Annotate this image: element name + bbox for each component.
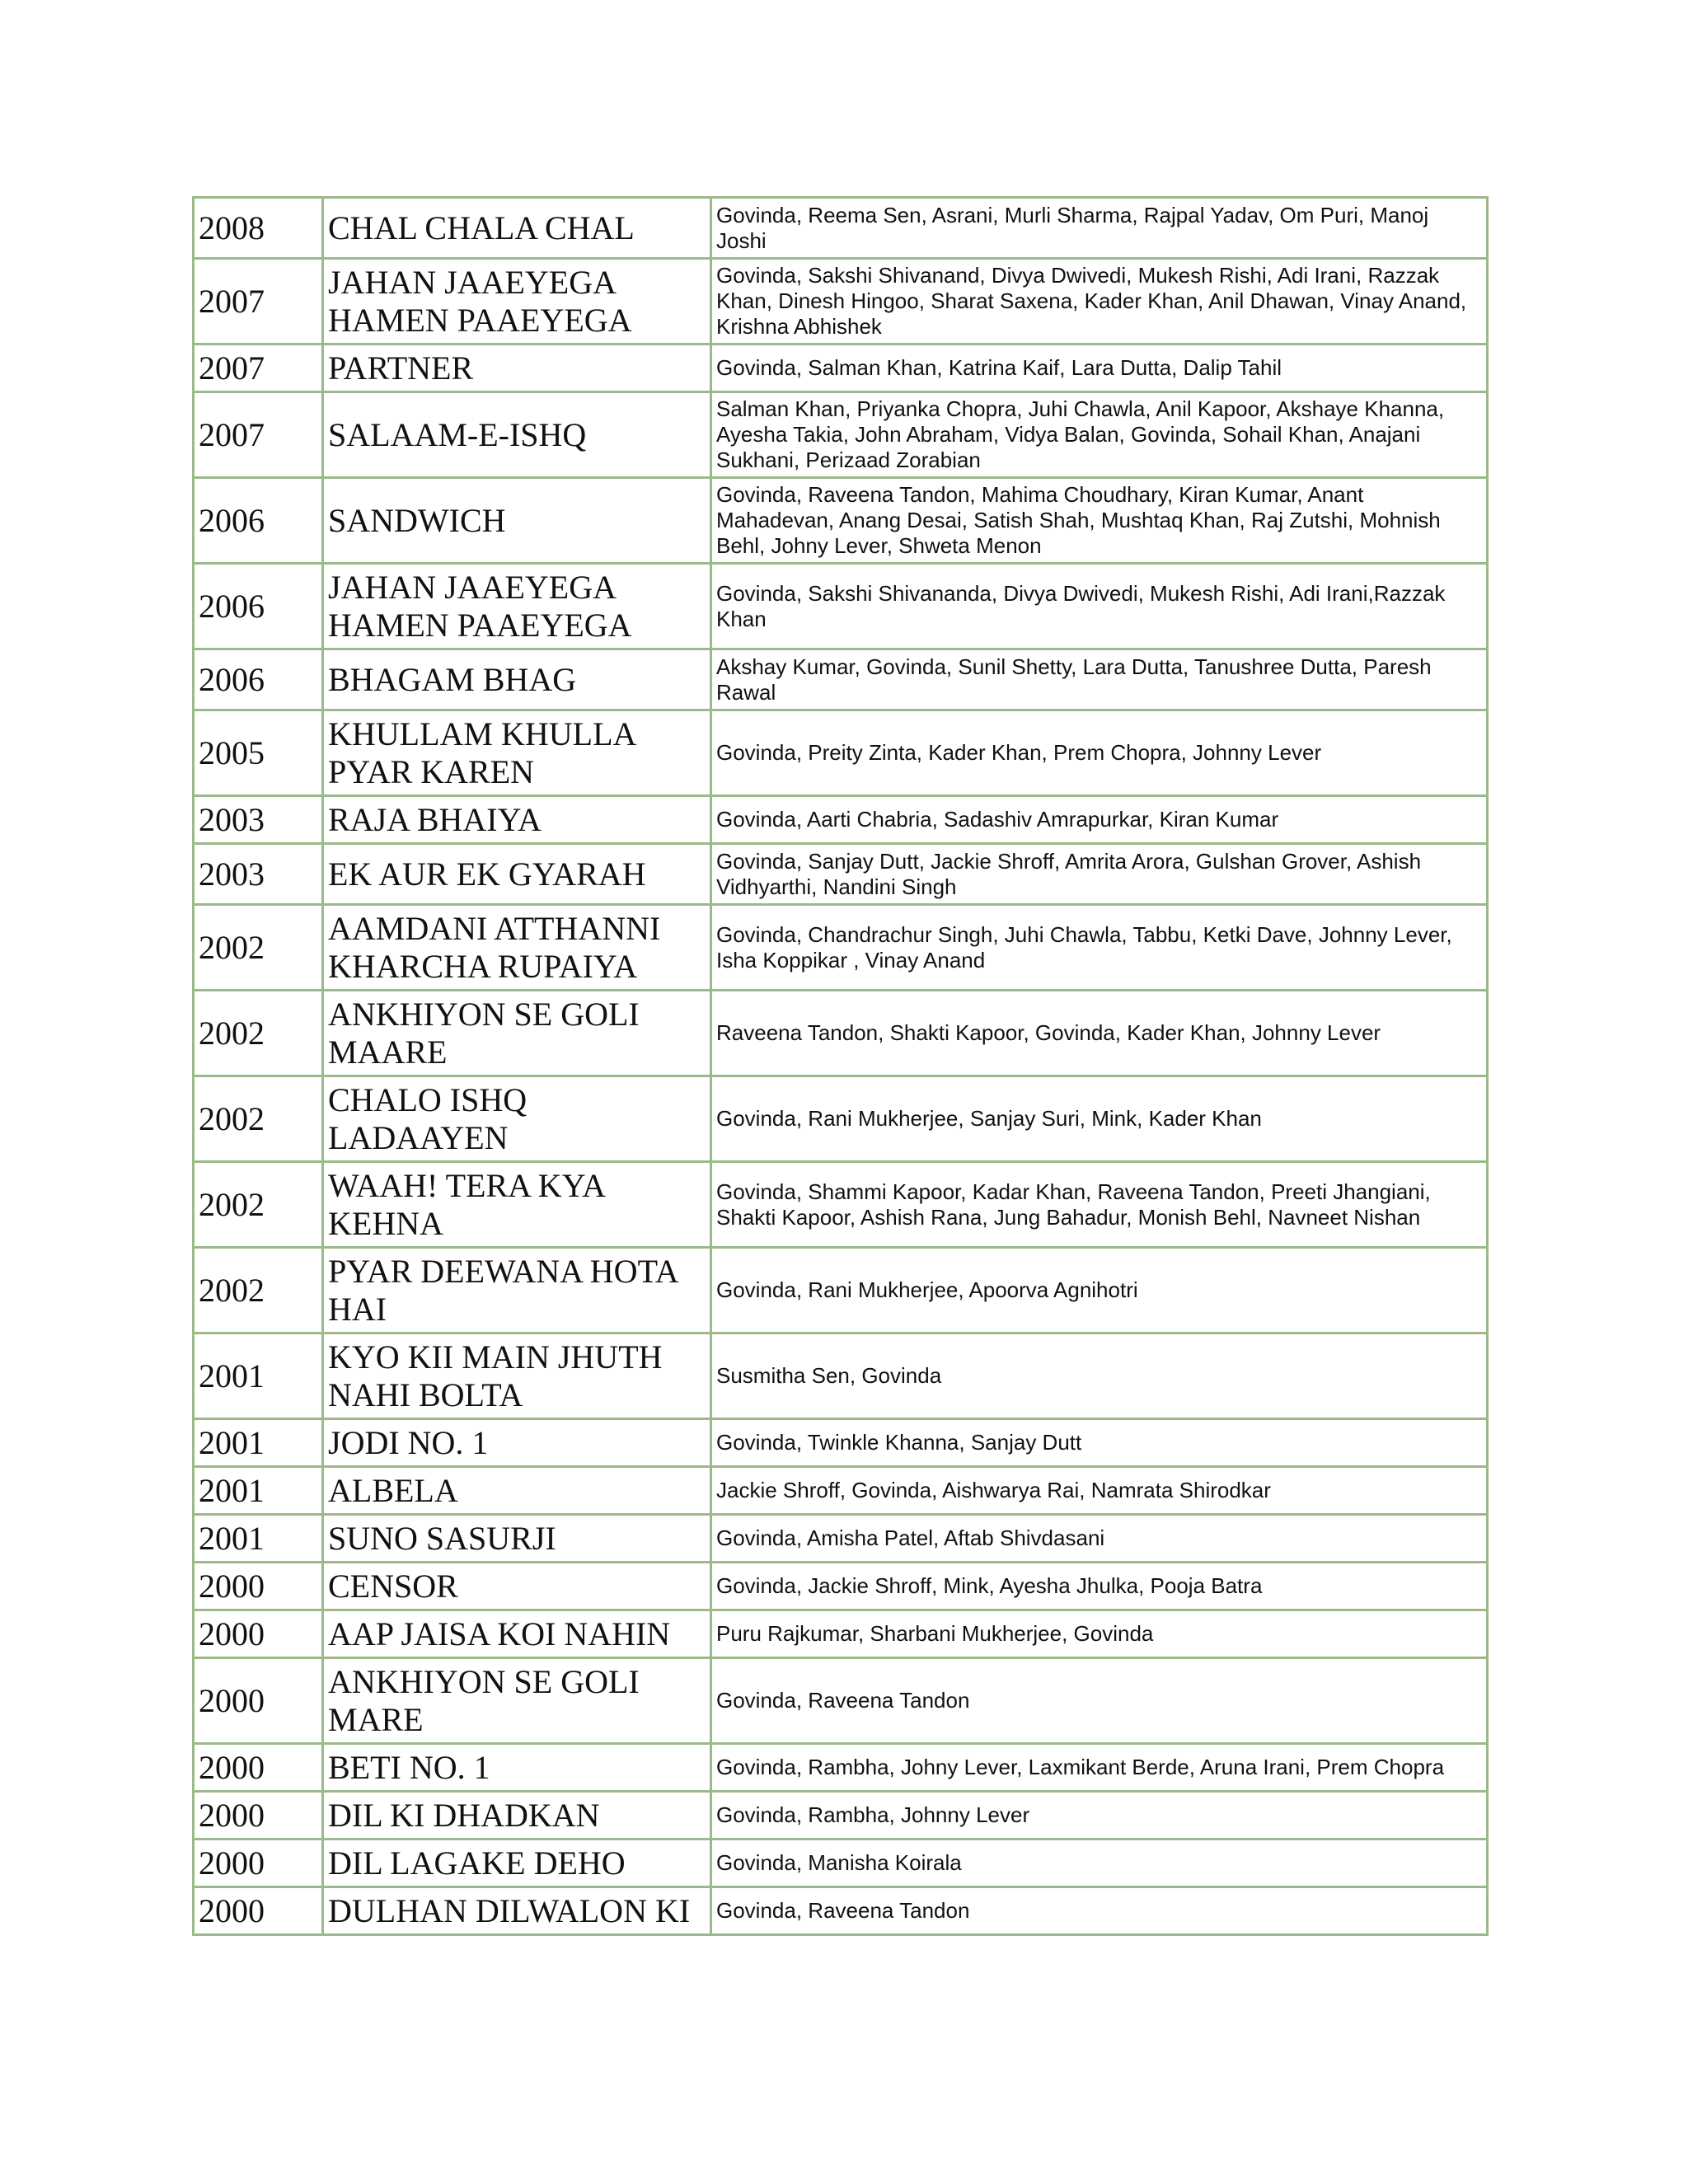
table-row bbox=[194, 1419, 1488, 1467]
year-cell: 2007 bbox=[194, 392, 323, 478]
year-cell: 2002 bbox=[194, 1076, 323, 1162]
table-row bbox=[194, 344, 1488, 392]
year-cell: 2008 bbox=[194, 198, 323, 259]
title-cell: DIL KI DHADKAN bbox=[323, 1792, 711, 1840]
table-row bbox=[194, 1248, 1488, 1333]
title-cell: CHALO ISHQ LADAAYEN bbox=[323, 1076, 711, 1162]
title-cell: AAP JAISA KOI NAHIN bbox=[323, 1610, 711, 1658]
year-cell: 2000 bbox=[194, 1658, 323, 1744]
year-cell: 2000 bbox=[194, 1744, 323, 1792]
title-cell: JAHAN JAAEYEGA HAMEN PAAEYEGA bbox=[323, 564, 711, 649]
cast-cell: Akshay Kumar, Govinda, Sunil Shetty, Lara Dutta, Tanushree Dutta, Paresh Rawal bbox=[711, 649, 1488, 710]
year-cell: 2002 bbox=[194, 1162, 323, 1248]
cast-cell: Raveena Tandon, Shakti Kapoor, Govinda, Kader Khan, Johnny Lever bbox=[711, 991, 1488, 1076]
year-cell: 2000 bbox=[194, 1610, 323, 1658]
cast-cell: Govinda, Jackie Shroff, Mink, Ayesha Jhulka, Pooja Batra bbox=[711, 1563, 1488, 1610]
cast-cell: Govinda, Sakshi Shivanand, Divya Dwivedi, Mukesh Rishi, Adi Irani, Razzak Khan, Dinesh Hingoo, Sharat Saxena, Kader Khan, Anil Dhawan, Vinay Anand, Krishna Abhishek bbox=[711, 259, 1488, 344]
year-cell: 2001 bbox=[194, 1515, 323, 1563]
table-row bbox=[194, 198, 1488, 259]
title-cell: ALBELA bbox=[323, 1467, 711, 1515]
title-cell: SALAAM-E-ISHQ bbox=[323, 392, 711, 478]
year-cell: 2002 bbox=[194, 991, 323, 1076]
cast-cell: Susmitha Sen, Govinda bbox=[711, 1333, 1488, 1419]
table-row bbox=[194, 392, 1488, 478]
filmography-table-body bbox=[194, 198, 1488, 1935]
cast-cell: Govinda, Twinkle Khanna, Sanjay Dutt bbox=[711, 1419, 1488, 1467]
table-row bbox=[194, 905, 1488, 991]
title-cell: KHULLAM KHULLA PYAR KAREN bbox=[323, 710, 711, 796]
table-row bbox=[194, 1610, 1488, 1658]
table-row bbox=[194, 649, 1488, 710]
table-row bbox=[194, 1887, 1488, 1935]
title-cell: ANKHIYON SE GOLI MAARE bbox=[323, 991, 711, 1076]
title-cell: ANKHIYON SE GOLI MARE bbox=[323, 1658, 711, 1744]
table-row bbox=[194, 1658, 1488, 1744]
cast-cell: Govinda, Rani Mukherjee, Apoorva Agnihotri bbox=[711, 1248, 1488, 1333]
table-row bbox=[194, 1840, 1488, 1887]
year-cell: 2002 bbox=[194, 1248, 323, 1333]
title-cell: WAAH! TERA KYA KEHNA bbox=[323, 1162, 711, 1248]
title-cell: PYAR DEEWANA HOTA HAI bbox=[323, 1248, 711, 1333]
table-row bbox=[194, 796, 1488, 844]
title-cell: RAJA BHAIYA bbox=[323, 796, 711, 844]
cast-cell: Govinda, Rani Mukherjee, Sanjay Suri, Mink, Kader Khan bbox=[711, 1076, 1488, 1162]
title-cell: KYO KII MAIN JHUTH NAHI BOLTA bbox=[323, 1333, 711, 1419]
cast-cell: Govinda, Chandrachur Singh, Juhi Chawla, Tabbu, Ketki Dave, Johnny Lever, Isha Koppikar , Vinay Anand bbox=[711, 905, 1488, 991]
title-cell: JODI NO. 1 bbox=[323, 1419, 711, 1467]
cast-cell: Govinda, Salman Khan, Katrina Kaif, Lara Dutta, Dalip Tahil bbox=[711, 344, 1488, 392]
title-cell: SUNO SASURJI bbox=[323, 1515, 711, 1563]
year-cell: 2005 bbox=[194, 710, 323, 796]
cast-cell: Govinda, Aarti Chabria, Sadashiv Amrapurkar, Kiran Kumar bbox=[711, 796, 1488, 844]
year-cell: 2001 bbox=[194, 1467, 323, 1515]
title-cell: DIL LAGAKE DEHO bbox=[323, 1840, 711, 1887]
title-cell: DULHAN DILWALON KI bbox=[323, 1887, 711, 1935]
title-cell: CENSOR bbox=[323, 1563, 711, 1610]
year-cell: 2006 bbox=[194, 649, 323, 710]
cast-cell: Govinda, Rambha, Johny Lever, Laxmikant Berde, Aruna Irani, Prem Chopra bbox=[711, 1744, 1488, 1792]
cast-cell: Govinda, Sakshi Shivananda, Divya Dwivedi, Mukesh Rishi, Adi Irani,Razzak Khan bbox=[711, 564, 1488, 649]
title-cell: BETI NO. 1 bbox=[323, 1744, 711, 1792]
table-row bbox=[194, 564, 1488, 649]
cast-cell: Govinda, Sanjay Dutt, Jackie Shroff, Amrita Arora, Gulshan Grover, Ashish Vidhyarthi, Nandini Singh bbox=[711, 844, 1488, 905]
table-row bbox=[194, 259, 1488, 344]
title-cell: PARTNER bbox=[323, 344, 711, 392]
table-row bbox=[194, 1744, 1488, 1792]
year-cell: 2003 bbox=[194, 796, 323, 844]
year-cell: 2000 bbox=[194, 1840, 323, 1887]
year-cell: 2001 bbox=[194, 1333, 323, 1419]
year-cell: 2000 bbox=[194, 1792, 323, 1840]
year-cell: 2001 bbox=[194, 1419, 323, 1467]
table-row bbox=[194, 1563, 1488, 1610]
year-cell: 2007 bbox=[194, 259, 323, 344]
year-cell: 2006 bbox=[194, 478, 323, 564]
year-cell: 2006 bbox=[194, 564, 323, 649]
cast-cell: Govinda, Reema Sen, Asrani, Murli Sharma, Rajpal Yadav, Om Puri, Manoj Joshi bbox=[711, 198, 1488, 259]
title-cell: SANDWICH bbox=[323, 478, 711, 564]
filmography-table bbox=[192, 196, 1489, 1936]
cast-cell: Govinda, Rambha, Johnny Lever bbox=[711, 1792, 1488, 1840]
cast-cell: Govinda, Manisha Koirala bbox=[711, 1840, 1488, 1887]
table-row bbox=[194, 1792, 1488, 1840]
table-row bbox=[194, 1515, 1488, 1563]
year-cell: 2002 bbox=[194, 905, 323, 991]
table-row bbox=[194, 1162, 1488, 1248]
title-cell: BHAGAM BHAG bbox=[323, 649, 711, 710]
table-row bbox=[194, 1333, 1488, 1419]
year-cell: 2007 bbox=[194, 344, 323, 392]
title-cell: CHAL CHALA CHAL bbox=[323, 198, 711, 259]
year-cell: 2000 bbox=[194, 1887, 323, 1935]
table-row bbox=[194, 991, 1488, 1076]
title-cell: EK AUR EK GYARAH bbox=[323, 844, 711, 905]
cast-cell: Jackie Shroff, Govinda, Aishwarya Rai, Namrata Shirodkar bbox=[711, 1467, 1488, 1515]
year-cell: 2003 bbox=[194, 844, 323, 905]
title-cell: AAMDANI ATTHANNI KHARCHA RUPAIYA bbox=[323, 905, 711, 991]
cast-cell: Govinda, Raveena Tandon bbox=[711, 1887, 1488, 1935]
title-cell: JAHAN JAAEYEGA HAMEN PAAEYEGA bbox=[323, 259, 711, 344]
cast-cell: Govinda, Amisha Patel, Aftab Shivdasani bbox=[711, 1515, 1488, 1563]
cast-cell: Salman Khan, Priyanka Chopra, Juhi Chawla, Anil Kapoor, Akshaye Khanna, Ayesha Takia, John Abraham, Vidya Balan, Govinda, Sohail Khan, Anajani Sukhani, Perizaad Zorabian bbox=[711, 392, 1488, 478]
cast-cell: Govinda, Raveena Tandon, Mahima Choudhary, Kiran Kumar, Anant Mahadevan, Anang Desai, Satish Shah, Mushtaq Khan, Raj Zutshi, Mohnish Behl, Johny Lever, Shweta Menon bbox=[711, 478, 1488, 564]
table-row bbox=[194, 1076, 1488, 1162]
cast-cell: Govinda, Shammi Kapoor, Kadar Khan, Raveena Tandon, Preeti Jhangiani, Shakti Kapoor, Ashish Rana, Jung Bahadur, Monish Behl, Navneet Nishan bbox=[711, 1162, 1488, 1248]
table-row bbox=[194, 478, 1488, 564]
cast-cell: Govinda, Raveena Tandon bbox=[711, 1658, 1488, 1744]
cast-cell: Puru Rajkumar, Sharbani Mukherjee, Govinda bbox=[711, 1610, 1488, 1658]
table-row bbox=[194, 1467, 1488, 1515]
table-row bbox=[194, 844, 1488, 905]
year-cell: 2000 bbox=[194, 1563, 323, 1610]
table-row bbox=[194, 710, 1488, 796]
cast-cell: Govinda, Preity Zinta, Kader Khan, Prem Chopra, Johnny Lever bbox=[711, 710, 1488, 796]
